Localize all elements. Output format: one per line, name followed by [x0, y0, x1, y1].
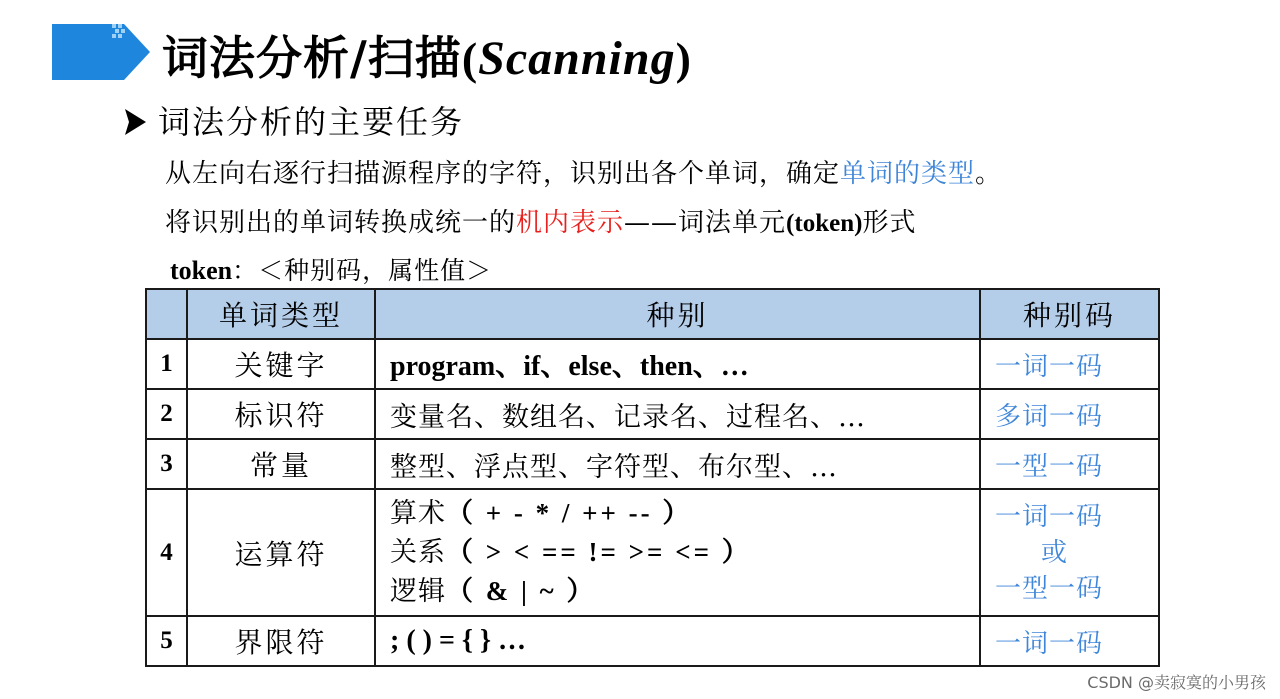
- para1-text: 从左向右逐行扫描源程序的字符，识别出各个单词，确定: [165, 159, 841, 189]
- row-kind-operators: [375, 489, 980, 616]
- row-code: 多词一码: [980, 389, 1159, 439]
- row-num: 4: [146, 489, 187, 616]
- operator-list: （ > < == != >= <= ）: [446, 537, 752, 567]
- operator-label: 算术: [390, 498, 446, 529]
- title-en: Scanning: [478, 32, 676, 85]
- paragraph-1: [165, 156, 1002, 192]
- row-num: 3: [146, 439, 187, 489]
- table-row: [146, 389, 1159, 439]
- row-type: 常量: [187, 439, 375, 489]
- row-code: 一词一码: [980, 339, 1159, 389]
- row-code-operators: [980, 489, 1159, 616]
- title-marker-icon: [52, 24, 150, 80]
- token-rest: ：＜种别码，属性值＞: [232, 256, 493, 285]
- row-kind: program、if、else、then、…: [375, 339, 980, 389]
- para1-highlight: 单词的类型: [840, 159, 976, 189]
- row-type: 界限符: [187, 616, 375, 666]
- operator-label: 关系: [390, 537, 446, 568]
- para1-end: 。: [975, 159, 1003, 189]
- table-row: [146, 339, 1159, 389]
- para2-latin: (token): [786, 210, 863, 237]
- title-zh: 词法分析/扫描: [162, 31, 462, 85]
- header-type: 单词类型: [187, 289, 375, 339]
- table-row: [146, 616, 1159, 666]
- code-line: 一型一码: [995, 573, 1104, 604]
- header-num: [146, 289, 187, 339]
- row-num: 2: [146, 389, 187, 439]
- code-line: 一词一码: [995, 501, 1104, 532]
- bullet-text: 词法分析的主要任务: [158, 103, 465, 141]
- code-line-or: 或: [1041, 537, 1069, 568]
- title-paren-open: (: [461, 33, 479, 84]
- row-num: 5: [146, 616, 187, 666]
- row-type: 标识符: [187, 389, 375, 439]
- row-type: 关键字: [187, 339, 375, 389]
- para2-end: 形式: [862, 208, 917, 238]
- table-header-row: [146, 289, 1159, 339]
- header-kind: 种别: [375, 289, 980, 339]
- row-code: 一词一码: [980, 616, 1159, 666]
- operator-list: （ + - * / ++ -- ）: [446, 498, 693, 528]
- para2-mid: 词法单元: [678, 208, 787, 238]
- operator-line-logical: [390, 572, 979, 611]
- row-kind: 整型、浮点型、字符型、布尔型、…: [375, 439, 980, 489]
- operator-list: （ & | ~ ）: [446, 576, 597, 606]
- operator-label: 逻辑: [390, 576, 446, 607]
- title-paren-close: ): [675, 33, 692, 84]
- operator-line-arithmetic: [390, 494, 979, 533]
- para2-dash: ——: [624, 208, 679, 238]
- header-code: 种别码: [980, 289, 1159, 339]
- row-kind: ; ( ) = { } …: [375, 616, 980, 666]
- row-type: 运算符: [187, 489, 375, 616]
- watermark: CSDN @卖寂寞的小男孩: [1087, 673, 1266, 692]
- operator-line-relational: [390, 533, 979, 572]
- para2-highlight: 机内表示: [516, 208, 625, 238]
- arrow-bullet-icon: [122, 107, 148, 137]
- token-format-line: [170, 254, 492, 288]
- row-num: 1: [146, 339, 187, 389]
- row-code: 一型一码: [980, 439, 1159, 489]
- bullet-heading: [122, 100, 464, 144]
- table-row: [146, 489, 1159, 616]
- slide-title: [162, 28, 692, 88]
- row-kind: 变量名、数组名、记录名、过程名、…: [375, 389, 980, 439]
- table-row: [146, 439, 1159, 489]
- lexical-token-table: [145, 288, 1160, 667]
- paragraph-2: [165, 205, 916, 242]
- token-label: token: [170, 256, 233, 285]
- para2-text: 将识别出的单词转换成统一的: [165, 208, 517, 238]
